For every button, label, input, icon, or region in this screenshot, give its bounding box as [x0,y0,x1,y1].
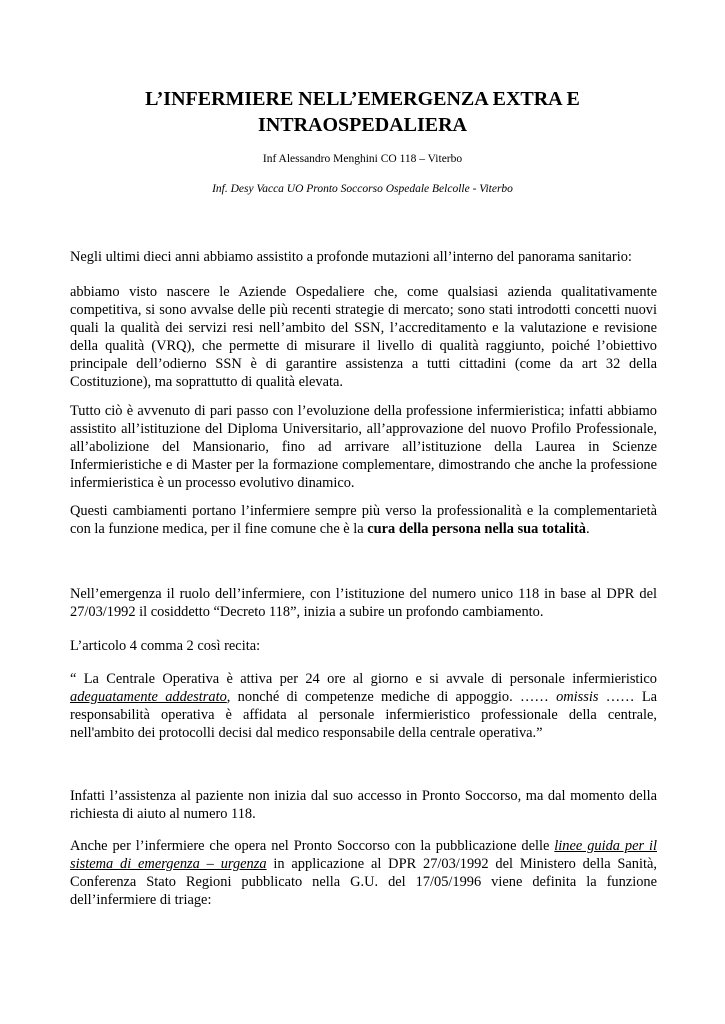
paragraph-2: abbiamo visto nascere le Aziende Ospedaliere che, come qualsiasi azienda qualitativamente competitiva, si sono avvalse delle più recenti strategie di mercato; sono stati introdotti concetti nuovi quali la qualità dei servizi resi nell’ambito del SSN, l’accreditamento e la valutazione e revisione della qualità (VRQ), che permette di misurare il livello di qualità raggiunto, poiché l’obiettivo principale dell’odierno SSN è di garantire assistenza a tutti cittadini (come da art 32 della Costituzione), ma soprattutto di qualità elevata. [70,284,657,390]
paragraph-1: Negli ultimi dieci anni abbiamo assistito a profonde mutazioni all’interno del panorama sanitario: [70,249,632,265]
paragraph-5: Nell’emergenza il ruolo dell’infermiere, con l’istituzione del numero unico 118 in base al DPR del 27/03/1992 il cosiddetto “Decreto 118”, inizia a subire un profondo cambiamento. [70,586,657,620]
paragraph-9-guidelines: linee guida per il sistema di emergenza – urgenza [70,838,658,872]
author-line-1: Inf Alessandro Menghini CO 118 – Viterbo [262,153,463,165]
paragraph-8: Infatti l’assistenza al paziente non inizia dal suo accesso in Pronto Soccorso, ma dal momento della richiesta di aiuto al numero 118. [70,788,657,822]
quote-omissis: omissis [556,689,599,705]
paragraph-4 [70,502,657,538]
quote-underlined: adeguatamente addestrato [70,689,227,705]
title-line-1: L’INFERMIERE NELL’EMERGENZA EXTRA E [145,88,580,110]
paragraph-7-quote [70,670,657,742]
paragraph-4-end: . [585,521,590,537]
paragraph-4-text: Questi cambiamenti portano l’infermiere sempre più verso la professionalità e la complementarietà con la funzione medica, per il fine comune che è la [70,503,657,537]
author-line-2: Inf. Desy Vacca UO Pronto Soccorso Ospedale Belcolle - Viterbo [212,183,513,195]
document-title [70,86,655,138]
quote-text-3: …… La responsabilità operativa è affidata al personale infermieristico professionale della centrale, nell'ambito dei protocolli decisi dal medico responsabile della centrale operativa.” [70,689,658,741]
paragraph-6: L’articolo 4 comma 2 così recita: [70,638,261,654]
paragraph-9-text-1: Anche per l’infermiere che opera nel Pronto Soccorso con la pubblicazione delle [70,838,555,854]
paragraph-4-emphasis: cura della persona nella sua totalità [367,521,586,537]
paragraph-3: Tutto ciò è avvenuto di pari passo con l’evoluzione della professione infermieristica; infatti abbiamo assistito all’istituzione del Diploma Universitario, all’approvazione del nuovo Profilo Professionale, all’abolizione del Mansionario, fino ad arrivare all’istituzione della Laurea in Scienze Infermieristiche e di Master per la formazione complementare, dimostrando che anche la professione infermieristica è un processo evolutivo dinamico. [70,403,657,491]
title-line-2: INTRAOSPEDALIERA [258,114,467,136]
paragraph-9-text-2: in applicazione al DPR 27/03/1992 del Ministero della Sanità, Conferenza Stato Regioni pubblicato nella G.U. del 17/05/1996 viene definita la funzione dell’infermiere di triage: [70,856,657,908]
paragraph-9 [70,837,657,909]
quote-text-2: , nonché di competenze mediche di appoggio. …… [226,689,557,705]
quote-text-1: “ La Centrale Operativa è attiva per 24 ore al giorno e si avvale di personale infermieristico [70,671,657,687]
